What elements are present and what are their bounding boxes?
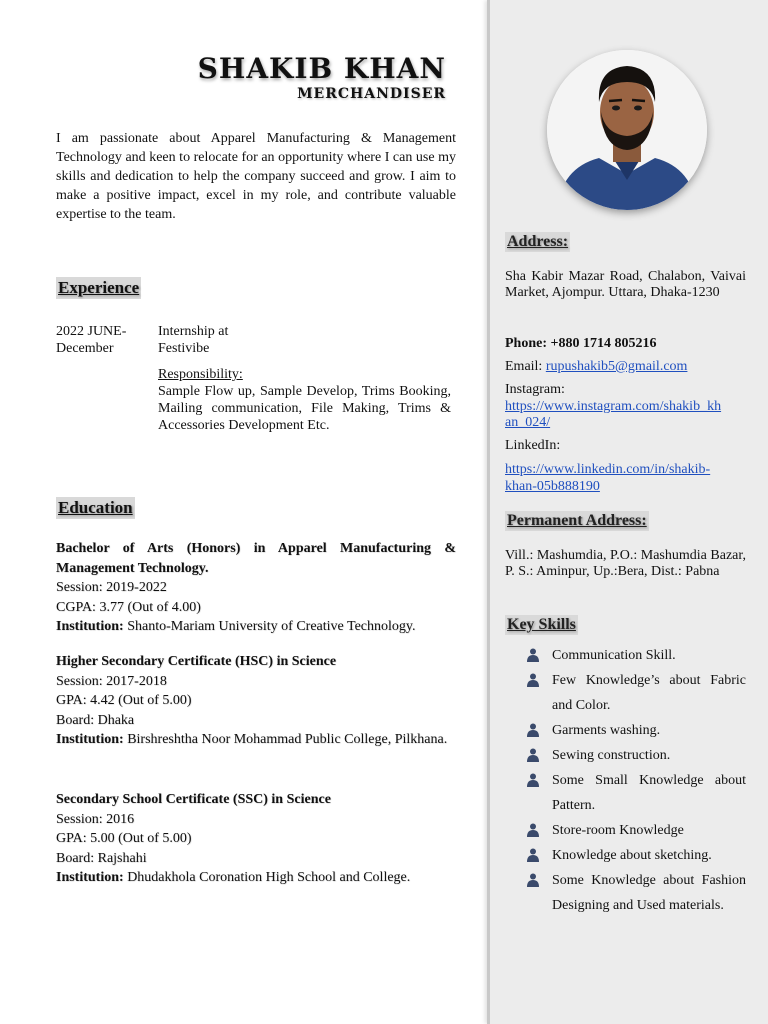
skill-item: [526, 718, 746, 743]
skill-item: [526, 768, 746, 818]
profile-photo-image: [547, 50, 707, 210]
institution-name: Birshreshtha Noor Mohammad Public College, Pilkhana.: [127, 732, 448, 747]
job-title: MERCHANDISER: [297, 86, 446, 102]
person-icon: [526, 773, 540, 787]
address-heading: Address:: [507, 233, 569, 250]
experience-period: [56, 323, 126, 357]
education-item: [56, 539, 456, 637]
skills-list: [526, 643, 746, 918]
linkedin-link[interactable]: [505, 461, 710, 495]
education-item: [56, 652, 456, 750]
phone-number: Phone: +880 1714 805216: [505, 336, 657, 351]
institution-label: Institution:: [56, 619, 124, 634]
degree-grade: GPA: 5.00 (Out of 5.00): [56, 831, 192, 846]
skill-text: Store-room Knowledge: [552, 823, 684, 838]
person-icon: [526, 848, 540, 862]
instagram-link[interactable]: [505, 399, 721, 431]
person-icon: [526, 648, 540, 662]
permanent-address-heading: Permanent Address:: [507, 512, 647, 529]
email-row: [505, 359, 687, 375]
permanent-address-text: Vill.: Mashumdia, P.O.: Mashumdia Bazar, P. S.: Aminpur, Up.:Bera, Dist.: Pabna: [505, 548, 746, 579]
skill-item: [526, 743, 746, 768]
degree-title: Higher Secondary Certificate (HSC) in Science: [56, 654, 337, 669]
linkedin-label: LinkedIn:: [505, 438, 561, 453]
skill-item: [526, 668, 746, 718]
degree-session: Session: 2019-2022: [56, 580, 167, 595]
person-icon: [526, 673, 540, 687]
degree-session: Session: 2016: [56, 811, 135, 827]
skill-item: [526, 868, 746, 918]
instagram-link-line2[interactable]: an_024/: [505, 415, 551, 430]
skill-item: [526, 643, 746, 668]
experience-heading: Experience: [58, 278, 140, 297]
degree-board: Board: Rajshahi: [56, 850, 147, 866]
profile-summary: I am passionate about Apparel Manufacturing & Management Technology and keen to relocate for an opportunity where I can use my skills and dedication to help the company succeed and grow. I aim to make a positive impact, excel in my role, and contribute valuable expertise to the team.: [56, 131, 456, 222]
experience-period-end: December: [56, 341, 114, 356]
key-skills-heading: Key Skills: [507, 616, 576, 633]
degree-grade: CGPA: 3.77 (Out of 4.00): [56, 599, 201, 615]
education-item: [56, 790, 456, 888]
skill-item: [526, 843, 746, 868]
experience-details: [158, 323, 451, 434]
experience-period-start: 2022 JUNE-: [56, 324, 127, 339]
skill-text: Some Small Knowledge about Pattern.: [552, 773, 746, 813]
linkedin-link-line2[interactable]: khan-05b888190: [505, 479, 600, 494]
degree-grade: GPA: 4.42 (Out of 5.00): [56, 693, 192, 708]
institution-name: Dhudakhola Coronation High School and College.: [127, 870, 411, 885]
contact-sidebar: [487, 0, 768, 1024]
skill-text: Few Knowledge’s about Fabric and Color.: [552, 673, 746, 713]
institution-name: Shanto-Mariam University of Creative Technology.: [127, 619, 416, 634]
skill-text: Knowledge about sketching.: [552, 848, 712, 863]
email-label: Email:: [505, 359, 543, 374]
person-icon: [526, 723, 540, 737]
candidate-name: SHAKIB KHAN: [197, 52, 446, 85]
responsibility-label: Responsibility:: [158, 367, 243, 382]
skill-text: Garments washing.: [552, 723, 661, 738]
skill-item: [526, 818, 746, 843]
experience-title: Internship at: [158, 324, 229, 339]
skill-text: Sewing construction.: [552, 748, 671, 763]
experience-company: Festivibe: [158, 341, 210, 356]
degree-board: Board: Dhaka: [56, 712, 135, 728]
degree-title: Bachelor of Arts (Honors) in Apparel Manufacturing & Management Technology.: [56, 541, 456, 576]
institution-label: Institution:: [56, 870, 124, 885]
profile-photo: [547, 50, 707, 210]
degree-title: Secondary School Certificate (SSC) in Science: [56, 792, 331, 807]
address-text: Sha Kabir Mazar Road, Chalabon, Vaivai Market, Ajompur. Uttara, Dhaka-1230: [505, 269, 746, 300]
person-icon: [526, 873, 540, 887]
linkedin-link-line1[interactable]: https://www.linkedin.com/in/shakib-: [505, 462, 711, 477]
skill-text: Communication Skill.: [552, 648, 676, 663]
institution-label: Institution:: [56, 732, 124, 747]
degree-session: Session: 2017-2018: [56, 673, 167, 689]
email-link[interactable]: rupushakib5@gmail.com: [545, 359, 688, 374]
person-icon: [526, 823, 540, 837]
instagram-label: Instagram:: [505, 382, 565, 397]
responsibility-text: Sample Flow up, Sample Develop, Trims Booking, Mailing communication, File Making, Trims & Accessories Development Etc.: [158, 384, 451, 433]
skill-text: Some Knowledge about Fashion Designing and Used materials.: [552, 873, 746, 913]
education-heading: Education: [58, 498, 133, 517]
person-icon: [526, 748, 540, 762]
instagram-link-line1[interactable]: https://www.instagram.com/shakib_kh: [505, 399, 722, 414]
